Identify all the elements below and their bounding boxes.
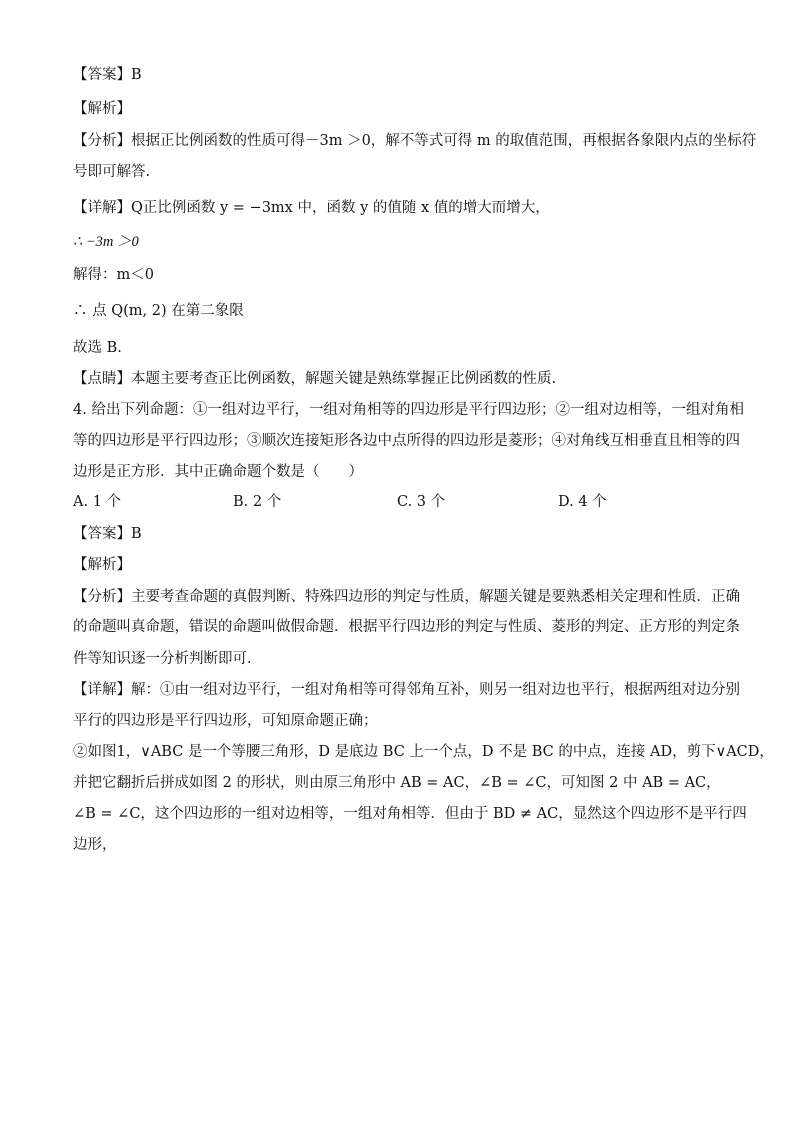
- question-4-line-2: 等的四边形是平行四边形；③顺次连接矩形各边中点所得的四边形是菱形；④对角线互相垂直且相等的四: [73, 433, 740, 449]
- answer-label-2: 【答案】B: [73, 526, 142, 542]
- option-d: D. 4 个: [558, 494, 607, 510]
- analysis-heading: 【解析】: [73, 101, 131, 117]
- analysis-2-line-2: 的命题叫真命题，错误的命题叫做假命题．根据平行四边形的判定与性质、菱形的判定、正方形的判定条: [73, 619, 740, 635]
- analysis-text-line-1: 【分析】根据正比例函数的性质可得－3m ＞0，解不等式可得 m 的取值范围，再根据各象限内点的坐标符: [73, 133, 757, 149]
- analysis-heading-2: 【解析】: [73, 557, 131, 573]
- detail-2-line-4: 并把它翻折后拼成如图 2 的形状，则由原三角形中 AB = AC，∠B = ∠C，可知图 2 中 AB = AC，: [73, 775, 721, 791]
- detail-2-line-1: 【详解】解：①由一组对边平行，一组对角相等可得邻角互补，则另一组对边也平行，根据两组对边分别: [73, 682, 740, 698]
- choice-line: 故选 B.: [73, 340, 122, 356]
- answer-label: 【答案】B: [73, 67, 142, 83]
- detail-2-line-3: ②如图1，∨ABC 是一个等腰三角形，D 是底边 BC 上一个点，D 不是 BC 的中点，连接 AD，剪下∨ACD，: [73, 744, 774, 760]
- quadrant-line: ∴ 点 Q(m, 2) 在第二象限: [73, 303, 244, 319]
- question-4-line-3: 边形是正方形．其中正确命题个数是（ ）: [73, 464, 363, 480]
- analysis-2-line-1: 【分析】主要考查命题的真假判断、特殊四边形的判定与性质，解题关键是要熟悉相关定理和性质．正确: [73, 589, 740, 605]
- question-4-line-1: 4. 给出下列命题：①一组对边平行，一组对角相等的四边形是平行四边形；②一组对边相等，一组对角相: [73, 402, 744, 418]
- detail-2-line-2: 平行的四边形是平行四边形，可知原命题正确；: [73, 713, 378, 729]
- detail-2-line-5: ∠B = ∠C，这个四边形的一组对边相等，一组对角相等．但由于 BD ≠ AC，显然这个四边形不是平行四: [73, 806, 747, 822]
- detail-2-line-6: 边形，: [73, 837, 117, 853]
- analysis-text-line-2: 号即可解答.: [73, 164, 151, 180]
- option-c: C. 3 个: [397, 494, 446, 510]
- detail-text-line-1: 【详解】Q正比例函数 y = −3mx 中，函数 y 的值随 x 值的增大而增大，: [73, 200, 550, 216]
- solution-line: 解得：m＜0: [73, 267, 154, 283]
- inequality-line: ∴ −3m ＞0: [73, 234, 139, 250]
- option-b: B. 2 个: [233, 494, 282, 510]
- analysis-2-line-3: 件等知识逐一分析判断即可．: [73, 651, 262, 667]
- question-4-options: [73, 492, 693, 512]
- comment-line: 【点睛】本题主要考查正比例函数，解题关键是熟练掌握正比例函数的性质.: [73, 371, 557, 387]
- option-a: A. 1 个: [73, 494, 122, 510]
